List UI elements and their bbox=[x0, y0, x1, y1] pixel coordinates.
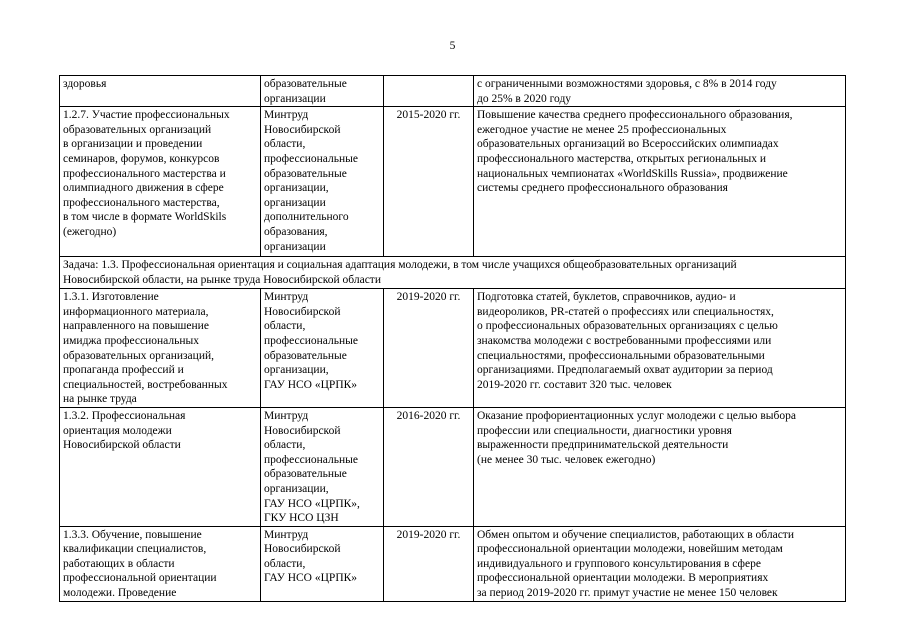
result-cell: Подготовка статей, буклетов, справочников, аудио- и видеороликов, PR-статей о профессиях или специальностях, о профессиональных образовательных организациях с целью знакомства молодежи с востребованными профессиями или специальностями, профессиональными образовательными организациями. Предполагаемый охват аудитории за период 2019-2020 гг. составит 320 тыс. человек bbox=[474, 289, 846, 408]
page-number: 5 bbox=[449, 40, 456, 52]
executors-cell: Минтруд Новосибирской области, профессиональные образовательные организации, ГАУ НСО «ЦРПК» bbox=[261, 289, 384, 408]
task-heading: Задача: 1.3. Профессиональная ориентация и социальная адаптация молодежи, в том числе учащихся общеобразовательных организаций Новосибирской области, на рынке труда Новосибирской области bbox=[60, 257, 846, 289]
measure-cell: 1.3.2. Профессиональная ориентация молодежи Новосибирской области bbox=[60, 407, 261, 526]
result-cell: Оказание профориентационных услуг молодежи с целью выбора профессии или специальности, диагностики уровня выраженности предпринимательской деятельности (не менее 30 тыс. человек ежегодно) bbox=[474, 407, 846, 526]
program-measures-table bbox=[59, 75, 846, 602]
task-row bbox=[60, 257, 846, 289]
result-cell: Обмен опытом и обучение специалистов, работающих в области профессиональной ориентации молодежи, новейшим методам индивидуального и группового консультирования в сфере профессиональной ориентации молодежи. В мероприятиях за период 2019-2020 гг. примут участие не менее 150 человек bbox=[474, 526, 846, 601]
table-row bbox=[60, 407, 846, 526]
table-row bbox=[60, 289, 846, 408]
executors-cell: Минтруд Новосибирской области, ГАУ НСО «ЦРПК» bbox=[261, 526, 384, 601]
result-cell: с ограниченными возможностями здоровья, с 8% в 2014 году до 25% в 2020 году bbox=[474, 76, 846, 107]
table-row bbox=[60, 107, 846, 257]
period-cell: 2019-2020 гг. bbox=[384, 289, 474, 408]
period-cell: 2016-2020 гг. bbox=[384, 407, 474, 526]
measure-cell: здоровья bbox=[60, 76, 261, 107]
executors-cell: образовательные организации bbox=[261, 76, 384, 107]
measure-cell: 1.2.7. Участие профессиональных образовательных организаций в организации и проведении семинаров, форумов, конкурсов профессионального мастерства и олимпиадного движения в сфере профессионального мастерства, в том числе в формате WorldSkils (ежегодно) bbox=[60, 107, 261, 257]
result-cell: Повышение качества среднего профессионального образования, ежегодное участие не менее 25 профессиональных образовательных организаций во Всероссийских олимпиадах профессионального мастерства, открытых региональных и национальных чемпионатах «WorldSkills Russia», продвижение системы среднего профессионального образования bbox=[474, 107, 846, 257]
period-cell: 2015-2020 гг. bbox=[384, 107, 474, 257]
executors-cell: Минтруд Новосибирской области, профессиональные образовательные организации, организации дополнительного образования, организации bbox=[261, 107, 384, 257]
table-row bbox=[60, 526, 846, 601]
measure-cell: 1.3.3. Обучение, повышение квалификации специалистов, работающих в области профессиональной ориентации молодежи. Проведение bbox=[60, 526, 261, 601]
period-cell: 2019-2020 гг. bbox=[384, 526, 474, 601]
measure-cell: 1.3.1. Изготовление информационного материала, направленного на повышение имиджа профессиональных образовательных организаций, пропаганда профессий и специальностей, востребованных на рынке труда bbox=[60, 289, 261, 408]
executors-cell: Минтруд Новосибирской области, профессиональные образовательные организации, ГАУ НСО «ЦРПК», ГКУ НСО ЦЗН bbox=[261, 407, 384, 526]
period-cell bbox=[384, 76, 474, 107]
table-row bbox=[60, 76, 846, 107]
